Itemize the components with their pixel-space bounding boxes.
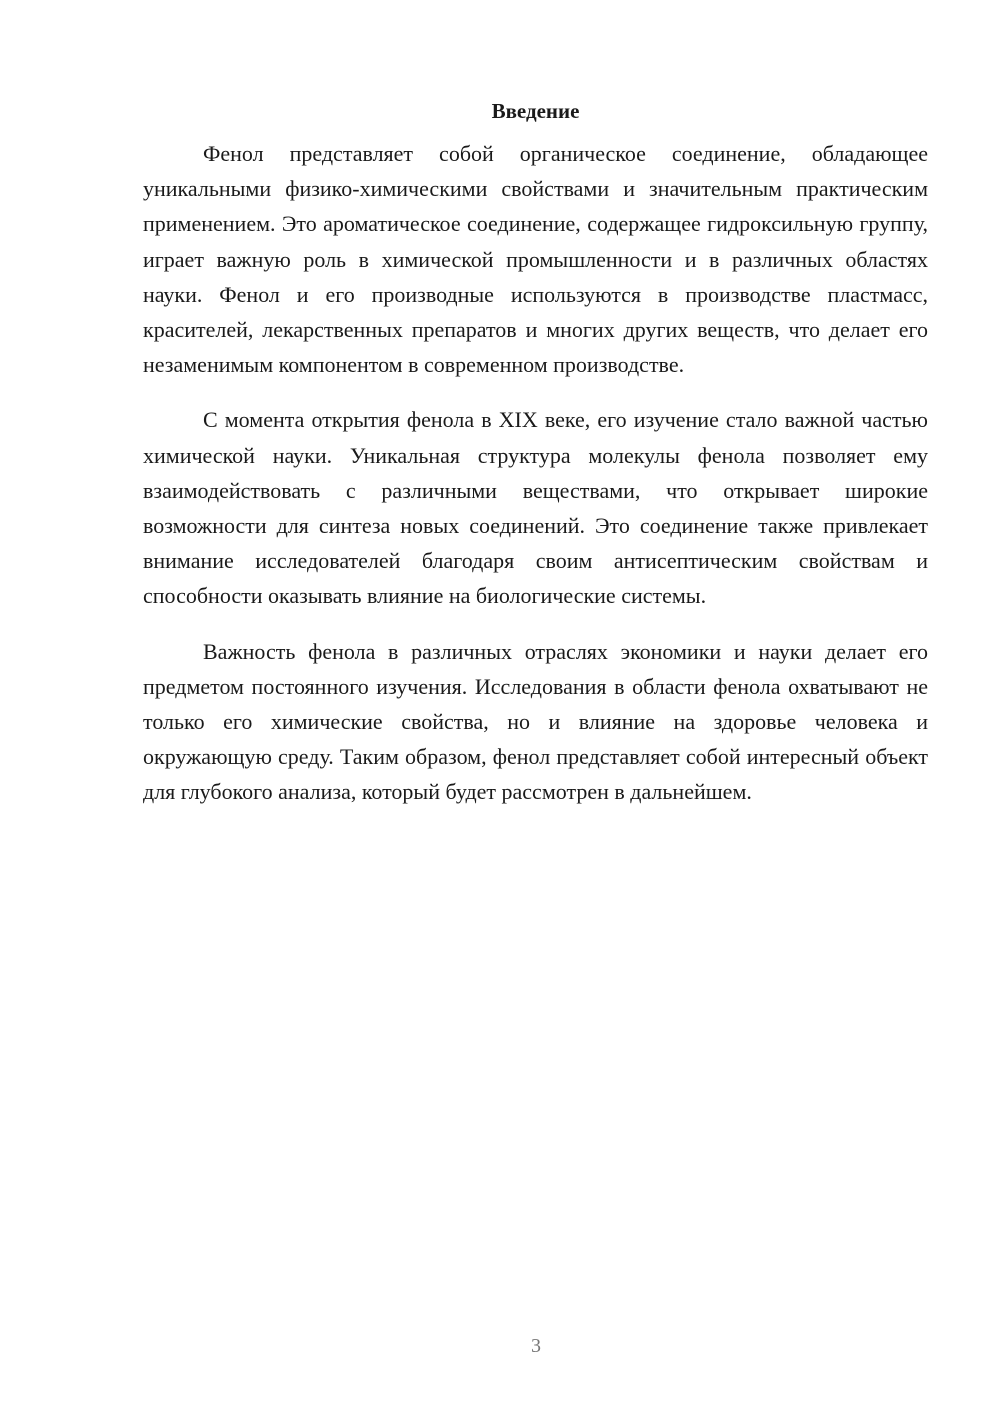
- section-heading: Введение: [491, 99, 580, 123]
- paragraph-2: С момента открытия фенола в XIX веке, его изучение стало важной частью химической науки. Уникальная структура молекулы фенола позволяет ему взаимодействовать с различными веществами, что открывает широкие возможности для синтеза новых соединений. Это соединение также привлекает внимание исследователей благодаря своим антисептическим свойствам и способности оказывать влияние на биологические системы.: [143, 407, 928, 609]
- paragraph-1: Фенол представляет собой органическое соединение, обладающее уникальными физико-химическими свойствами и значительным практическим применением. Это ароматическое соединение, содержащее гидроксильную группу, играет важную роль в химической промышленности и в различных областях науки. Фенол и его производные используются в производстве пластмасс, красителей, лекарственных препаратов и многих других веществ, что делает его незаменимым компонентом в современном производстве.: [143, 141, 928, 378]
- page-number: 3: [531, 1335, 541, 1357]
- page-content: [143, 96, 928, 810]
- paragraph-3: Важность фенола в различных отраслях экономики и науки делает его предметом постоянного изучения. Исследования в области фенола охватывают не только его химические свойства, но и влияние на здоровье человека и окружающую среду. Таким образом, фенол представляет собой интересный объект для глубокого анализа, который будет рассмотрен в дальнейшем.: [143, 638, 928, 805]
